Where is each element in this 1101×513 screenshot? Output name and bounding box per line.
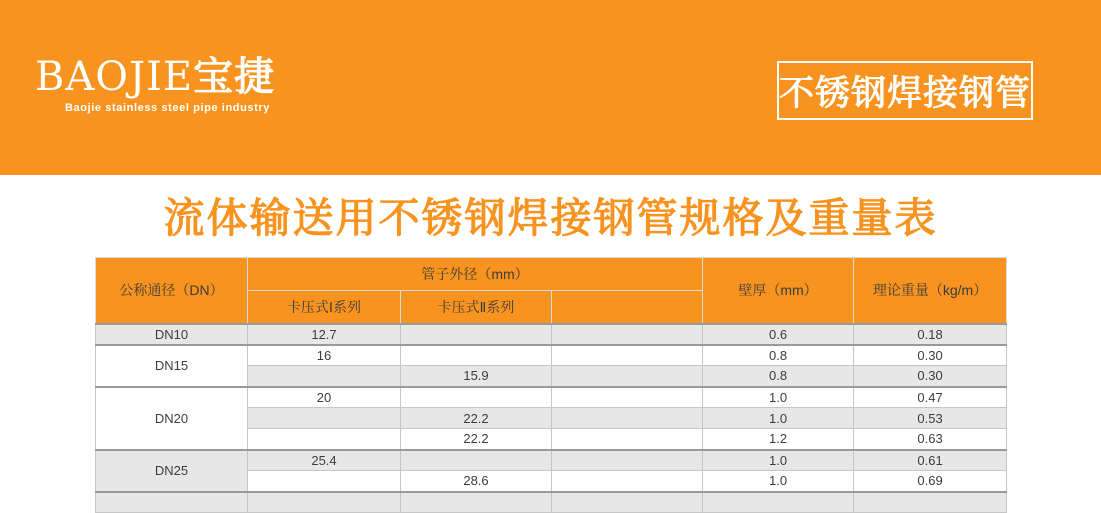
od-series3-cell (552, 345, 703, 366)
od-series2-cell (401, 345, 552, 366)
thickness-cell: 1.0 (703, 471, 854, 492)
od-series1-cell (248, 408, 401, 429)
od-series2-cell: 22.2 (401, 429, 552, 450)
dn-cell: DN25 (96, 450, 248, 492)
weight-cell: 0.18 (854, 324, 1007, 345)
thickness-cell (703, 492, 854, 513)
dn-cell: DN20 (96, 387, 248, 450)
od-series1-cell: 20 (248, 387, 401, 408)
od-series1-cell (248, 492, 401, 513)
header-dn: 公称通径（DN） (96, 258, 248, 324)
thickness-cell: 1.0 (703, 387, 854, 408)
od-series2-cell (401, 450, 552, 471)
table-row (96, 450, 1007, 471)
od-series2-cell (401, 387, 552, 408)
header-series1: 卡压式Ⅰ系列 (248, 291, 401, 324)
logo-text-cn: 宝捷 (193, 53, 276, 100)
product-badge: 不锈钢焊接钢管 (777, 61, 1033, 120)
od-series1-cell: 25.4 (248, 450, 401, 471)
od-series1-cell (248, 366, 401, 387)
od-series2-cell (401, 492, 552, 513)
od-series2-cell: 15.9 (401, 366, 552, 387)
pipe-spec-table (95, 257, 1007, 513)
od-series1-cell (248, 471, 401, 492)
thickness-cell: 1.0 (703, 450, 854, 471)
page-title: 流体输送用不锈钢焊接钢管规格及重量表 (163, 195, 938, 241)
table-row (96, 324, 1007, 345)
od-series3-cell (552, 387, 703, 408)
od-series3-cell (552, 471, 703, 492)
weight-cell: 0.53 (854, 408, 1007, 429)
logo-tagline: Baojie stainless steel pipe industry (65, 102, 270, 114)
header-wall-thickness: 壁厚（mm） (703, 258, 854, 324)
table-row (96, 387, 1007, 408)
od-series3-cell (552, 408, 703, 429)
dn-cell (96, 492, 248, 513)
od-series3-cell (552, 324, 703, 345)
dn-cell: DN10 (96, 324, 248, 345)
logo (35, 53, 276, 114)
weight-cell: 0.47 (854, 387, 1007, 408)
table-header (96, 258, 1007, 324)
logo-wordmark (35, 53, 276, 100)
dn-cell: DN15 (96, 345, 248, 387)
od-series3-cell (552, 450, 703, 471)
header-theoretical-weight: 理论重量（kg/m） (854, 258, 1007, 324)
od-series1-cell: 16 (248, 345, 401, 366)
header-series2: 卡压式Ⅱ系列 (401, 291, 552, 324)
weight-cell (854, 492, 1007, 513)
thickness-cell: 1.2 (703, 429, 854, 450)
header-outer-diameter: 管子外径（mm） (248, 258, 703, 291)
table-row (96, 345, 1007, 366)
logo-text-en: BAOJIE (35, 54, 194, 100)
thickness-cell: 0.8 (703, 366, 854, 387)
thickness-cell: 0.6 (703, 324, 854, 345)
od-series1-cell: 12.7 (248, 324, 401, 345)
thickness-cell: 0.8 (703, 345, 854, 366)
od-series3-cell (552, 366, 703, 387)
od-series2-cell: 28.6 (401, 471, 552, 492)
thickness-cell: 1.0 (703, 408, 854, 429)
header-series3 (552, 291, 703, 324)
od-series3-cell (552, 429, 703, 450)
od-series1-cell (248, 429, 401, 450)
weight-cell: 0.63 (854, 429, 1007, 450)
table-row-partial (96, 492, 1007, 513)
weight-cell: 0.30 (854, 366, 1007, 387)
weight-cell: 0.61 (854, 450, 1007, 471)
header-banner (0, 0, 1101, 175)
od-series2-cell (401, 324, 552, 345)
od-series3-cell (552, 492, 703, 513)
weight-cell: 0.30 (854, 345, 1007, 366)
weight-cell: 0.69 (854, 471, 1007, 492)
od-series2-cell: 22.2 (401, 408, 552, 429)
